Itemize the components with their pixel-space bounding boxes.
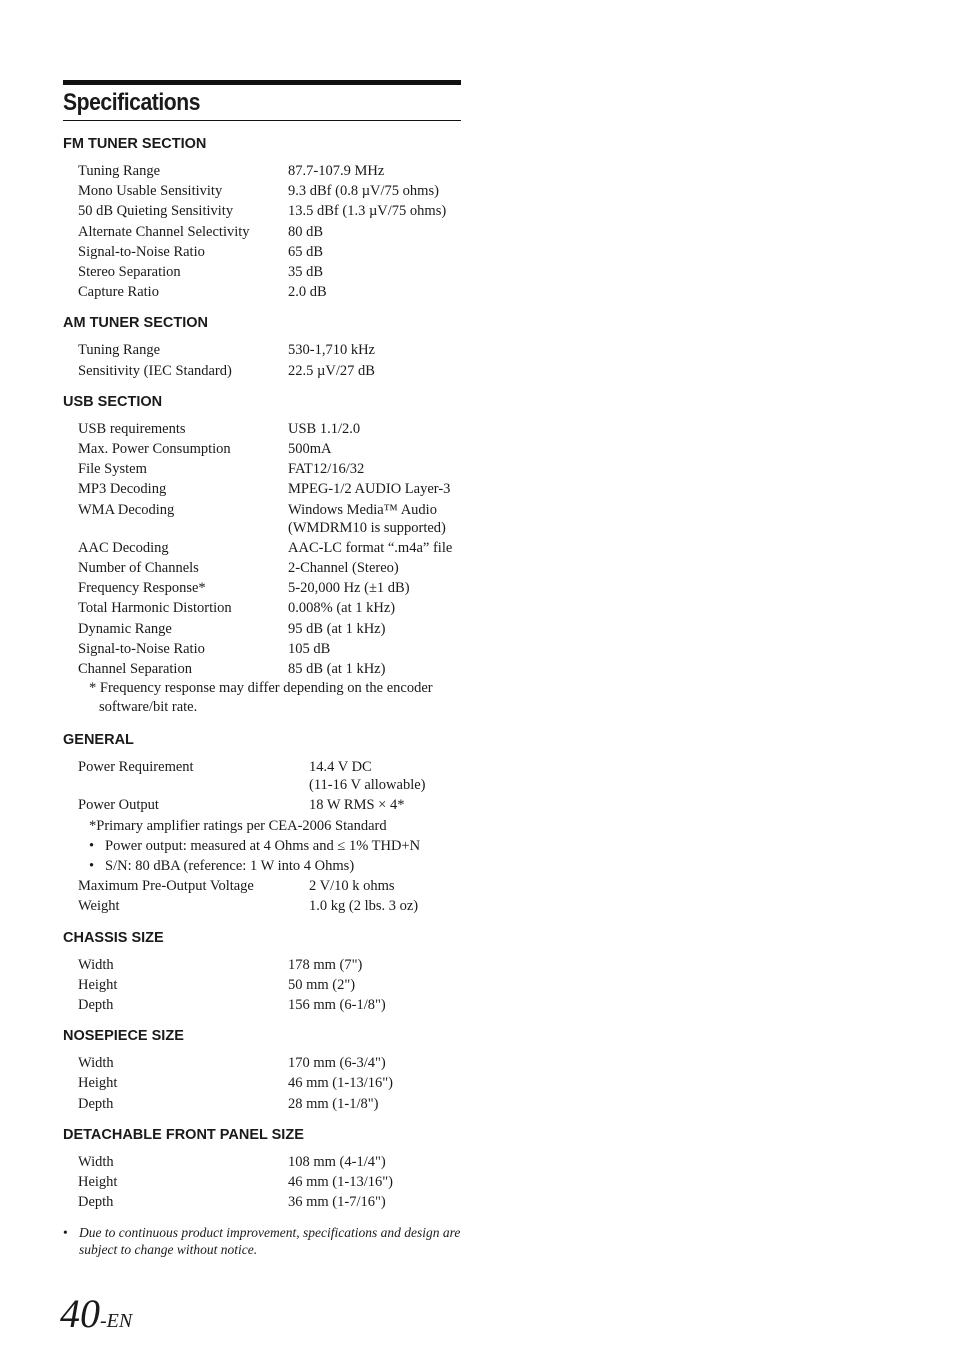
spec-label: Depth	[78, 997, 114, 1014]
spec-label: Tuning Range	[78, 163, 161, 179]
spec-row	[78, 1053, 461, 1073]
spec-label: Max. Power Consumption	[78, 441, 231, 458]
spec-value	[309, 757, 461, 795]
spec-label: Alternate Channel Selectivity	[78, 223, 250, 240]
page-number-suffix: -EN	[100, 1310, 133, 1332]
spec-value: USB 1.1/2.0	[288, 420, 361, 437]
spec-label: Total Harmonic Distortion	[78, 600, 232, 617]
spec-row	[78, 361, 461, 381]
bullet-text: Power output: measured at 4 Ohms and ≤ 1% THD+N	[105, 837, 421, 854]
spec-label: Frequency Response*	[78, 580, 206, 597]
spec-row	[78, 975, 461, 995]
spec-row	[78, 619, 461, 639]
section-heading: FM TUNER SECTION	[63, 136, 207, 152]
spec-value: 156 mm (6-1/8")	[288, 997, 386, 1014]
spec-value: 46 mm (1-13/16")	[288, 1075, 393, 1092]
spec-label: Weight	[78, 898, 120, 915]
spec-label: MP3 Decoding	[78, 481, 167, 498]
front-panel-size-section	[63, 1126, 461, 1213]
spec-label: Maximum Pre-Output Voltage	[78, 878, 254, 895]
spec-label: Width	[78, 956, 114, 973]
spec-row	[78, 262, 461, 282]
spec-value: 170 mm (6-3/4")	[288, 1055, 386, 1072]
spec-row	[78, 1172, 461, 1192]
spec-value: 9.3 dBf (0.8 µV/75 ohms)	[288, 183, 439, 200]
spec-row	[78, 1094, 461, 1114]
spec-row	[78, 1073, 461, 1093]
bullet-item	[89, 856, 461, 876]
spec-row	[78, 479, 461, 499]
spec-label: Dynamic Range	[78, 620, 172, 637]
section-heading: USB SECTION	[63, 393, 163, 410]
spec-page	[63, 80, 461, 1258]
spec-row	[78, 995, 461, 1015]
spec-row	[78, 181, 461, 201]
spec-label: Sensitivity (IEC Standard)	[78, 362, 232, 379]
spec-value: 22.5 µV/27 dB	[288, 362, 375, 379]
spec-label: Power Output	[78, 797, 159, 814]
spec-label: Depth	[78, 1095, 114, 1112]
spec-label: Mono Usable Sensitivity	[78, 183, 223, 200]
spec-value	[288, 500, 461, 538]
spec-value: 13.5 dBf (1.3 µV/75 ohms)	[288, 203, 447, 220]
spec-value: MPEG-1/2 AUDIO Layer-3	[288, 481, 451, 498]
spec-label: AAC Decoding	[78, 539, 169, 556]
spec-value: 85 dB (at 1 kHz)	[288, 661, 386, 678]
spec-label: WMA Decoding	[78, 501, 175, 518]
spec-label: Tuning Range	[78, 342, 161, 359]
title-rule	[63, 120, 461, 121]
am-tuner-section	[63, 314, 461, 380]
spec-value-line: Windows Media™ Audio	[288, 501, 437, 518]
spec-value: 108 mm (4-1/4")	[288, 1153, 386, 1170]
spec-row	[78, 161, 461, 181]
spec-value: 2-Channel (Stereo)	[288, 560, 399, 577]
section-heading: GENERAL	[63, 732, 134, 749]
spec-row	[78, 222, 461, 242]
spec-label: Number of Channels	[78, 560, 199, 577]
page-number-digits: 40	[60, 1291, 100, 1336]
spec-label: Width	[78, 1055, 114, 1072]
spec-row	[78, 639, 461, 659]
spec-value-line: (WMDRM10 is supported)	[288, 519, 446, 536]
spec-row	[78, 578, 461, 598]
section-heading: CHASSIS SIZE	[63, 929, 164, 946]
usb-section	[63, 393, 461, 717]
spec-row	[78, 439, 461, 459]
spec-value: 2.0 dB	[288, 284, 327, 301]
spec-value: 105 dB	[288, 640, 331, 657]
bullet-item	[89, 836, 461, 856]
amplifier-note: *Primary amplifier ratings per CEA-2006 Standard	[89, 817, 387, 834]
spec-row	[78, 558, 461, 578]
page-title: Specifications	[63, 89, 201, 116]
chassis-size-section	[63, 929, 461, 1016]
spec-row	[78, 340, 461, 360]
spec-value: 1.0 kg (2 lbs. 3 oz)	[309, 898, 419, 915]
spec-label: Signal-to-Noise Ratio	[78, 640, 205, 657]
spec-value: 46 mm (1-13/16")	[288, 1174, 393, 1191]
nosepiece-size-section	[63, 1027, 461, 1114]
spec-label: Capture Ratio	[78, 284, 159, 301]
spec-row	[78, 598, 461, 618]
spec-value: 50 mm (2")	[288, 976, 356, 993]
spec-value: 28 mm (1-1/8")	[288, 1095, 379, 1112]
spec-value: 2 V/10 k ohms	[309, 878, 395, 895]
disclaimer-note	[63, 1224, 461, 1258]
spec-value-line: 14.4 V DC	[309, 759, 372, 776]
spec-value: 65 dB	[288, 243, 324, 260]
spec-label: Stereo Separation	[78, 264, 181, 281]
top-rule	[63, 80, 461, 85]
bullet-icon: •	[89, 837, 95, 854]
spec-row	[78, 659, 461, 679]
section-heading: AM TUNER SECTION	[63, 315, 208, 332]
section-heading: NOSEPIECE SIZE	[63, 1028, 184, 1045]
spec-value: FAT12/16/32	[288, 461, 365, 478]
fm-tuner-section	[63, 135, 461, 302]
spec-value: 530-1,710 kHz	[288, 342, 375, 359]
spec-label: Depth	[78, 1194, 114, 1211]
bullet-icon: •	[89, 858, 95, 875]
spec-value: 95 dB (at 1 kHz)	[288, 620, 386, 637]
spec-row	[78, 201, 461, 221]
spec-row	[78, 419, 461, 439]
spec-label: Height	[78, 1174, 118, 1191]
spec-row	[78, 1152, 461, 1172]
spec-row	[78, 538, 461, 558]
spec-label: File System	[78, 461, 147, 478]
spec-value: 5-20,000 Hz (±1 dB)	[288, 580, 410, 597]
general-section	[63, 731, 461, 916]
spec-value: 500mA	[288, 441, 332, 458]
spec-value-line: (11-16 V allowable)	[309, 777, 426, 794]
spec-value: 80 dB	[288, 223, 324, 240]
spec-row	[78, 282, 461, 302]
spec-value: 35 dB	[288, 264, 324, 281]
spec-row	[78, 955, 461, 975]
page-number	[60, 1290, 132, 1337]
footnote: * Frequency response may differ depending on the encoder software/bit rate.	[89, 680, 433, 716]
spec-row	[78, 795, 461, 815]
spec-row	[78, 459, 461, 479]
spec-label: Signal-to-Noise Ratio	[78, 243, 205, 260]
spec-label: Height	[78, 976, 118, 993]
spec-row	[78, 242, 461, 262]
section-heading: DETACHABLE FRONT PANEL SIZE	[63, 1126, 304, 1143]
spec-value: 36 mm (1-7/16")	[288, 1194, 386, 1211]
spec-label: Height	[78, 1075, 118, 1092]
spec-row	[78, 876, 461, 896]
spec-value: 178 mm (7")	[288, 956, 363, 973]
spec-label: Power Requirement	[78, 759, 194, 776]
spec-label: Width	[78, 1153, 114, 1170]
spec-value: AAC-LC format “.m4a” file	[288, 539, 453, 556]
spec-label: 50 dB Quieting Sensitivity	[78, 203, 234, 220]
spec-row	[78, 896, 461, 916]
bullet-icon: •	[63, 1225, 68, 1241]
spec-row	[78, 757, 461, 795]
bullet-text: S/N: 80 dBA (reference: 1 W into 4 Ohms)	[105, 858, 355, 875]
spec-label: USB requirements	[78, 420, 186, 437]
spec-value: 87.7-107.9 MHz	[288, 163, 385, 179]
spec-value: 18 W RMS × 4*	[309, 797, 405, 814]
spec-label: Channel Separation	[78, 661, 192, 678]
spec-value: 0.008% (at 1 kHz)	[288, 600, 396, 617]
spec-row	[78, 1192, 461, 1212]
disclaimer-text: Due to continuous product improvement, specifications and design are subject to change without notice.	[79, 1225, 461, 1258]
spec-row	[78, 500, 461, 538]
